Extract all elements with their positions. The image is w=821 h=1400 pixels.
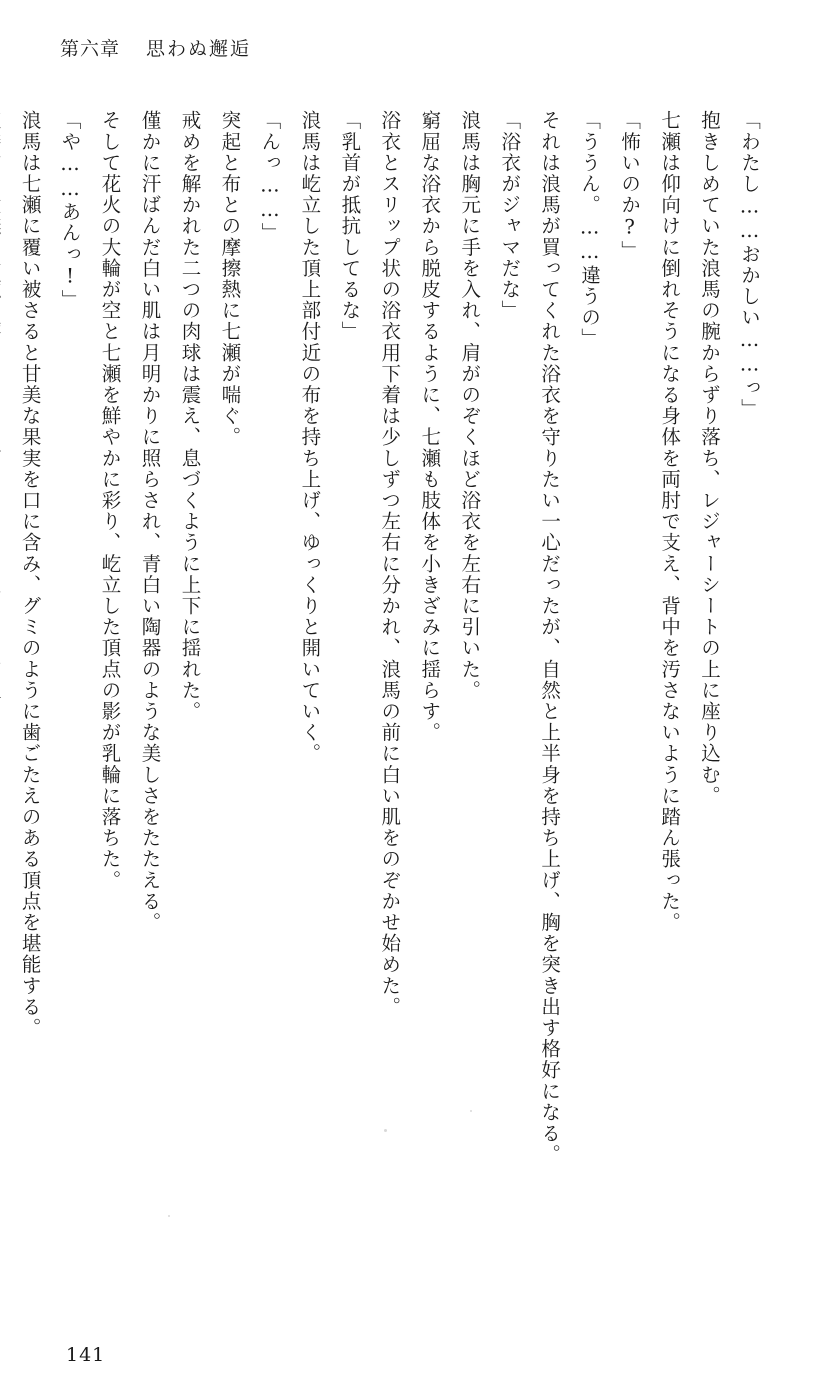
body-paragraph: 「んっ……」 <box>258 110 282 244</box>
body-paragraph: 僅かに汗ばんだ白い肌は月明かりに照らされ、青白い陶器のような美しさをたたえる。 <box>138 110 162 933</box>
body-paragraph: 浪馬は屹立した頂上部付近の布を持ち上げ、ゆっくりと開いていく。 <box>298 110 322 765</box>
body-paragraph: 窮屈な浴衣から脱皮するように、七瀬も肢体を小きざみに揺らす。 <box>418 110 442 743</box>
body-paragraph: 「浴衣がジャマだな」 <box>498 110 522 321</box>
body-paragraph: 「ううん。……違うの」 <box>578 110 602 350</box>
paper-speck <box>470 1110 472 1112</box>
body-paragraph: 「や……あんっ!」 <box>58 110 82 311</box>
body-text-area <box>18 110 769 1290</box>
paper-speck <box>384 1129 387 1132</box>
body-paragraph: そして花火の大輪が空と七瀬を鮮やかに彩り、屹立した頂点の影が乳輪に落ちた。 <box>98 110 122 891</box>
body-paragraph: 浪馬は七瀬に覆い被さると甘美な果実を口に含み、グミのように歯ごたえのある頂点を堪能する。 <box>18 110 42 1039</box>
body-paragraph: 浪馬は胸元に手を入れ、肩がのぞくほど浴衣を左右に引いた。 <box>458 110 482 701</box>
running-head <box>60 30 761 64</box>
body-paragraph: 抱きしめていた浪馬の腕からずり落ち、レジャーシートの上に座り込む。 <box>698 110 722 807</box>
body-paragraph: 七瀬は仰向けに倒れそうになる身体を両肘で支え、背中を汚さないように踏ん張った。 <box>658 110 682 933</box>
body-paragraph: それは浪馬が買ってくれた浴衣を守りたい一心だったが、自然と上半身を持ち上げ、胸を突き出す格好になる。 <box>538 110 562 1165</box>
body-paragraph: 「わたし……おかしい……っ」 <box>738 110 761 420</box>
body-paragraph: 浴衣とスリップ状の浴衣用下着は少しずつ左右に分かれ、浪馬の前に白い肌をのぞかせ始めた。 <box>378 110 402 1018</box>
chapter-number: 第六章 <box>60 37 121 60</box>
vertical-text-block <box>0 110 769 1270</box>
body-paragraph: 戒めを解かれた二つの肉球は震え、息づくように上下に揺れた。 <box>178 110 202 722</box>
body-paragraph <box>0 110 10 1270</box>
paper-speck <box>168 1215 170 1217</box>
page-number: 141 <box>66 1344 106 1366</box>
body-paragraph: 「乳首が抵抗してるな」 <box>338 110 362 343</box>
chapter-title: 思わぬ邂逅 <box>146 37 252 60</box>
body-paragraph: 「怖いのか?」 <box>618 110 642 262</box>
body-paragraph: 突起と布との摩擦熱に七瀬が喘ぐ。 <box>218 110 242 448</box>
